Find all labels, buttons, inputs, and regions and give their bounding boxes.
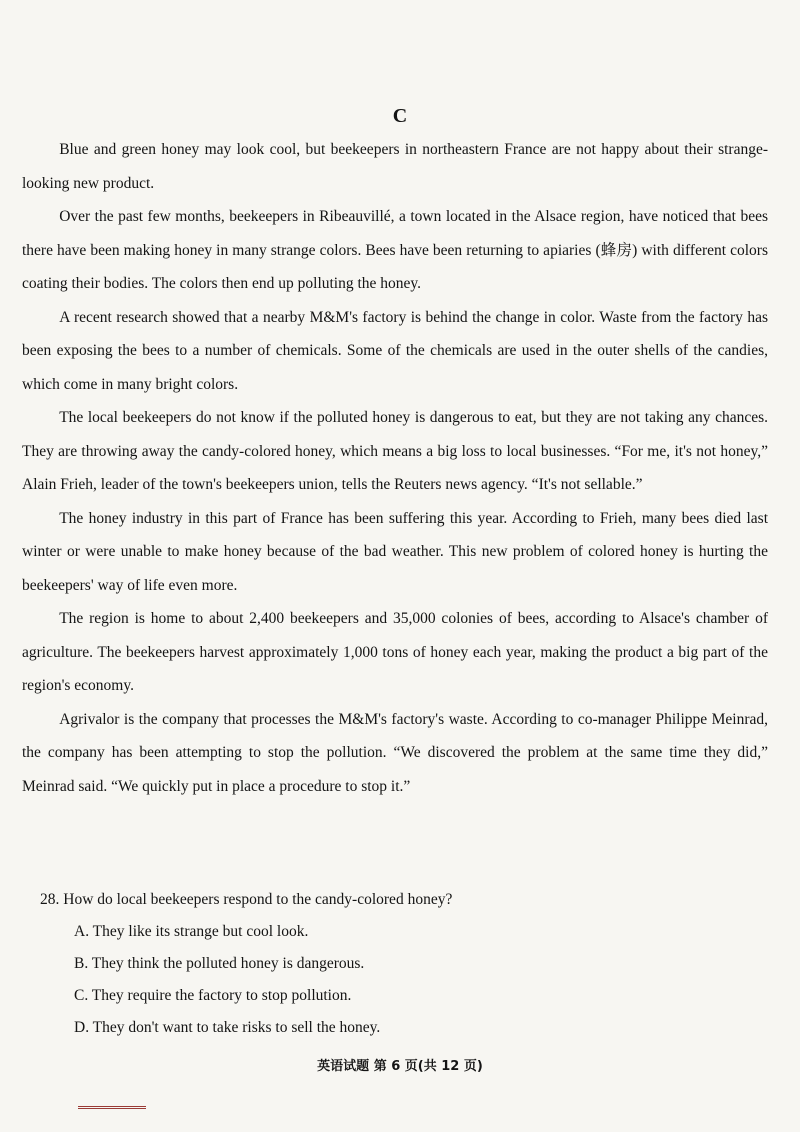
passage-paragraph-4: The local beekeepers do not know if the polluted honey is dangerous to eat, but they are not taking any chances. They are throwing away the candy-colored honey, which means a big loss to local businesses. “For me, it's not honey,” Alain Frieh, leader of the town's beekeepers union, tells the Reuters news agency. “It's not sellable.”	[22, 409, 768, 493]
passage-paragraph-7: Agrivalor is the company that processes the M&M's factory's waste. According to co-manager Philippe Meinrad, the company has been attempting to stop the pollution. “We discovered the problem at the same time they did,” Meinrad said. “We quickly put in place a procedure to stop it.”	[22, 710, 768, 795]
passage-paragraph-3: A recent research showed that a nearby M&M's factory is behind the change in color. Waste from the factory has been exposing the bees to a number of chemicals. Some of the chemicals are used in the outer shells of the candies, which come in many bright colors.	[22, 308, 768, 393]
section-heading: C	[392, 105, 408, 127]
question-stem: 28. How do local beekeepers respond to the candy-colored honey?	[40, 891, 453, 908]
scan-mark-line	[78, 1106, 146, 1107]
passage-paragraph-2: Over the past few months, beekeepers in Ribeauvillé, a town located in the Alsace region, have noticed that bees there have been making honey in many strange colors. Bees have been returning to apiaries (蜂房) with different colors coating their bodies. The colors then end up polluting the honey.	[22, 208, 768, 292]
page-footer: 英语试题 第 6 页(共 12 页)	[317, 1059, 483, 1074]
scan-mark	[78, 1106, 146, 1110]
reading-passage	[22, 133, 768, 803]
scan-mark-line	[78, 1108, 146, 1109]
passage-paragraph-6: The region is home to about 2,400 beekeepers and 35,000 colonies of bees, according to Alsace's chamber of agriculture. The beekeepers harvest approximately 1,000 tons of honey each year, making the product a big part of the region's economy.	[22, 610, 768, 694]
option-a: A. They like its strange but cool look.	[74, 923, 309, 940]
option-d: D. They don't want to take risks to sell the honey.	[74, 1019, 381, 1036]
option-c: C. They require the factory to stop pollution.	[74, 987, 352, 1004]
passage-paragraph-1: Blue and green honey may look cool, but beekeepers in northeastern France are not happy about their strange-looking new product.	[22, 141, 768, 192]
question-28	[40, 884, 760, 1044]
answer-options	[40, 916, 760, 1044]
option-b: B. They think the polluted honey is dangerous.	[74, 955, 365, 972]
passage-paragraph-5: The honey industry in this part of France has been suffering this year. According to Frieh, many bees died last winter or were unable to make honey because of the bad weather. This new problem of colored honey is hurting the beekeepers' way of life even more.	[22, 509, 768, 594]
